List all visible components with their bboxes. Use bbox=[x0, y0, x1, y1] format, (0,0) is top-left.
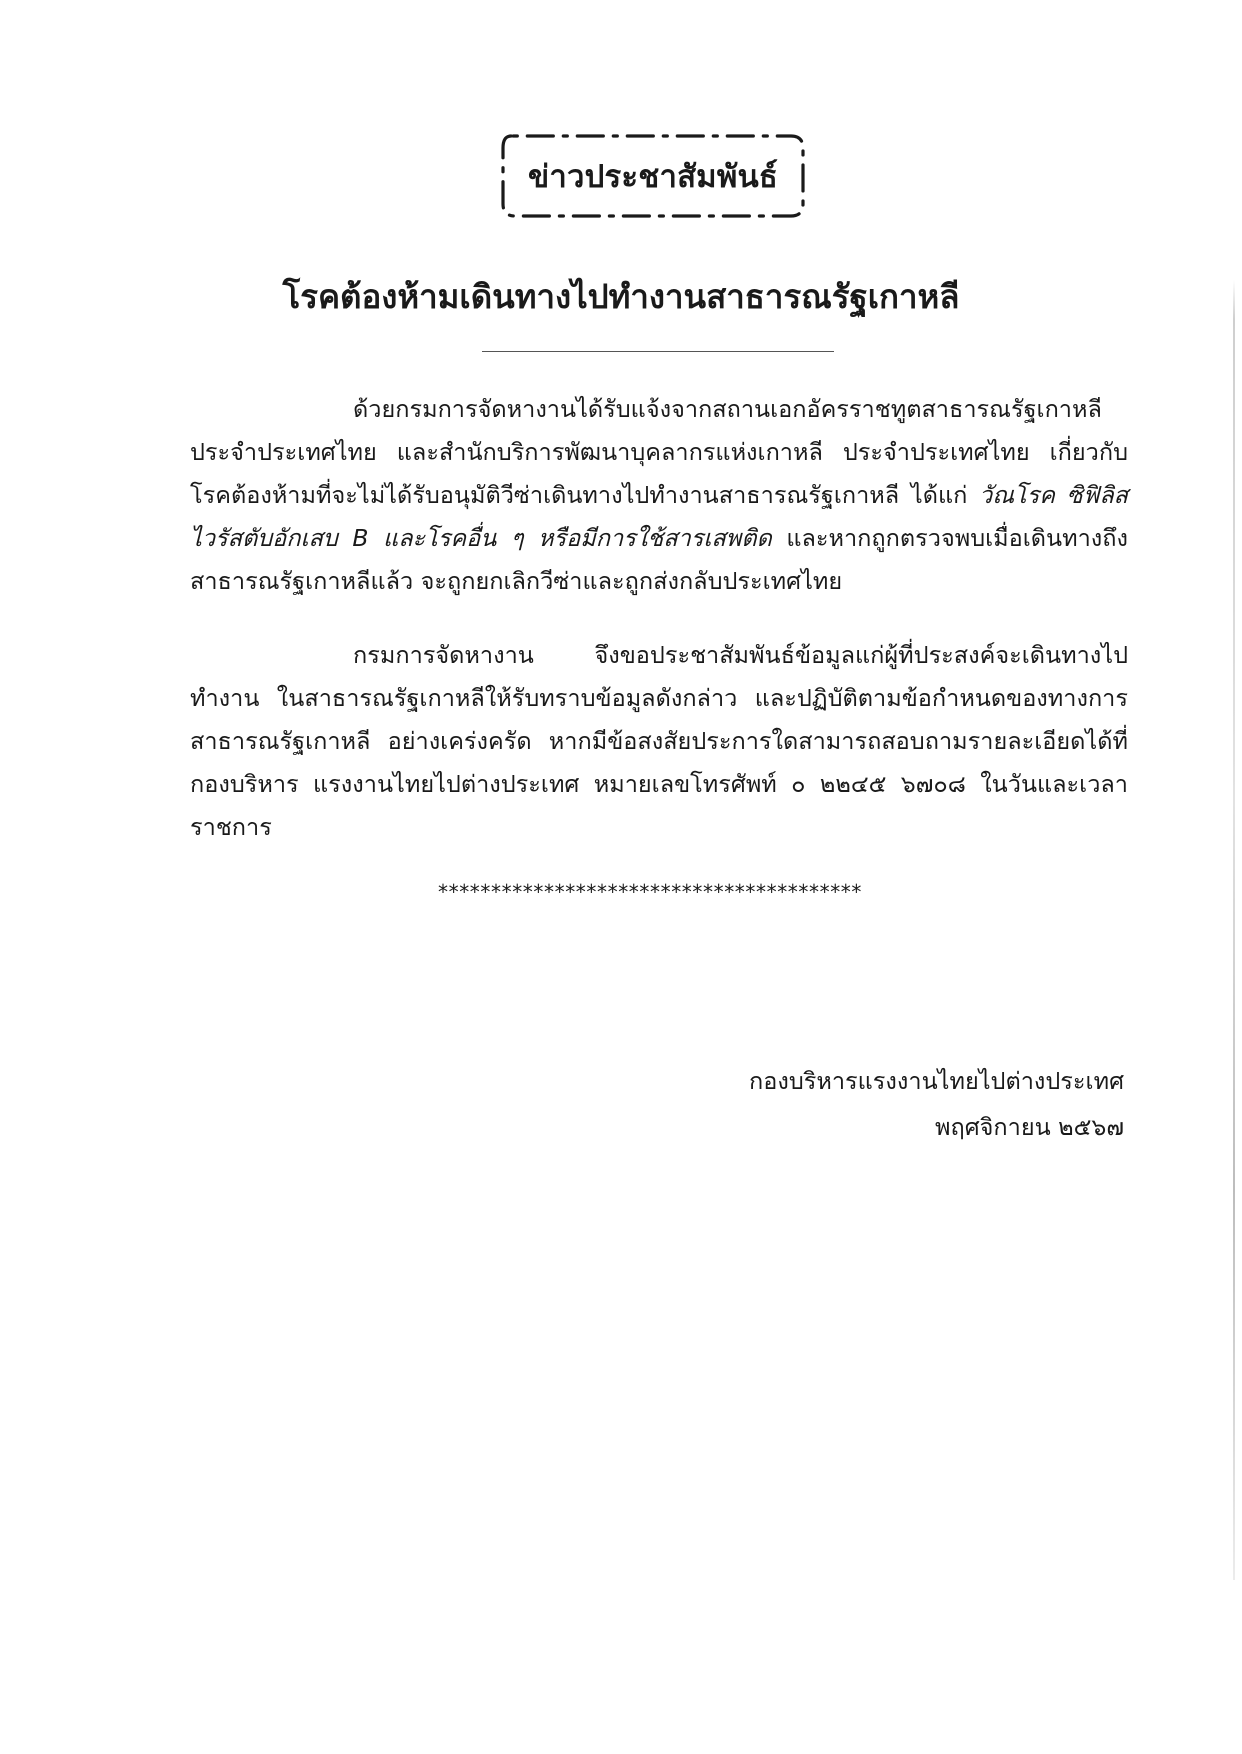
issue-date: พฤศจิกายน ๒๕๖๗ bbox=[935, 1113, 1124, 1141]
document-title: โรคต้องห้ามเดินทางไปทำงานสาธารณรัฐเกาหลี bbox=[282, 277, 960, 316]
paragraph-2: กรมการจัดหางาน จึงขอประชาสัมพันธ์ข้อมูลแก่ผู้ที่ประสงค์จะเดินทางไปทำงาน ในสาธารณรัฐเกาหลีให้รับทราบข้อมูลดังกล่าว และปฏิบัติตามข้อกำหนดของทางการสาธารณรัฐเกาหลี อย่างเคร่งครัด หากมีข้อสงสัยประการใดสามารถสอบถามรายละเอียดได้ที่กองบริหาร แรงงานไทยไปต่างประเทศ หมายเลขโทรศัพท์ ๐ ๒๒๔๕ ๖๗๐๘ ในวันและเวลาราชการ bbox=[190, 641, 1128, 841]
title-underline bbox=[482, 351, 834, 352]
paragraph-1-tail: และหากถูกตรวจพบเมื่อเดินทางถึง สาธารณรัฐเกาหลีแล้ว จะถูกยกเลิกวีซ่าและถูกส่งกลับประเทศไทย bbox=[190, 524, 1128, 595]
paragraph-1-lead: ด้วยกรมการจัดหางานได้รับแจ้งจากสถานเอกอัครราชทูตสาธารณรัฐเกาหลี ประจำประเทศไทย และสำนักบริการพัฒนาบุคลากรแห่งเกาหลี ประจำประเทศไทย เกี่ยวกับ โรคต้องห้ามที่จะไม่ได้รับอนุมัติวีซ่าเดินทางไปทำงานสาธารณรัฐเกาหลี ได้แก่ bbox=[190, 395, 1128, 509]
scan-edge-artifact bbox=[1233, 280, 1235, 1580]
asterisk-separator: **************************************** bbox=[438, 880, 862, 904]
paragraph-1-emphasis: วัณโรค ซิฟิลิส ไวรัสตับอักเสบ B และโรคอื่น ๆ หรือมีการใช้สารเสพติด bbox=[190, 481, 1128, 552]
issuing-office: กองบริหารแรงงานไทยไปต่างประเทศ bbox=[749, 1067, 1124, 1095]
signoff-block bbox=[604, 1058, 1124, 1150]
paragraph-1 bbox=[190, 388, 1128, 603]
press-release-badge bbox=[497, 130, 809, 222]
badge-label: ข่าวประชาสัมพันธ์ bbox=[528, 159, 778, 195]
